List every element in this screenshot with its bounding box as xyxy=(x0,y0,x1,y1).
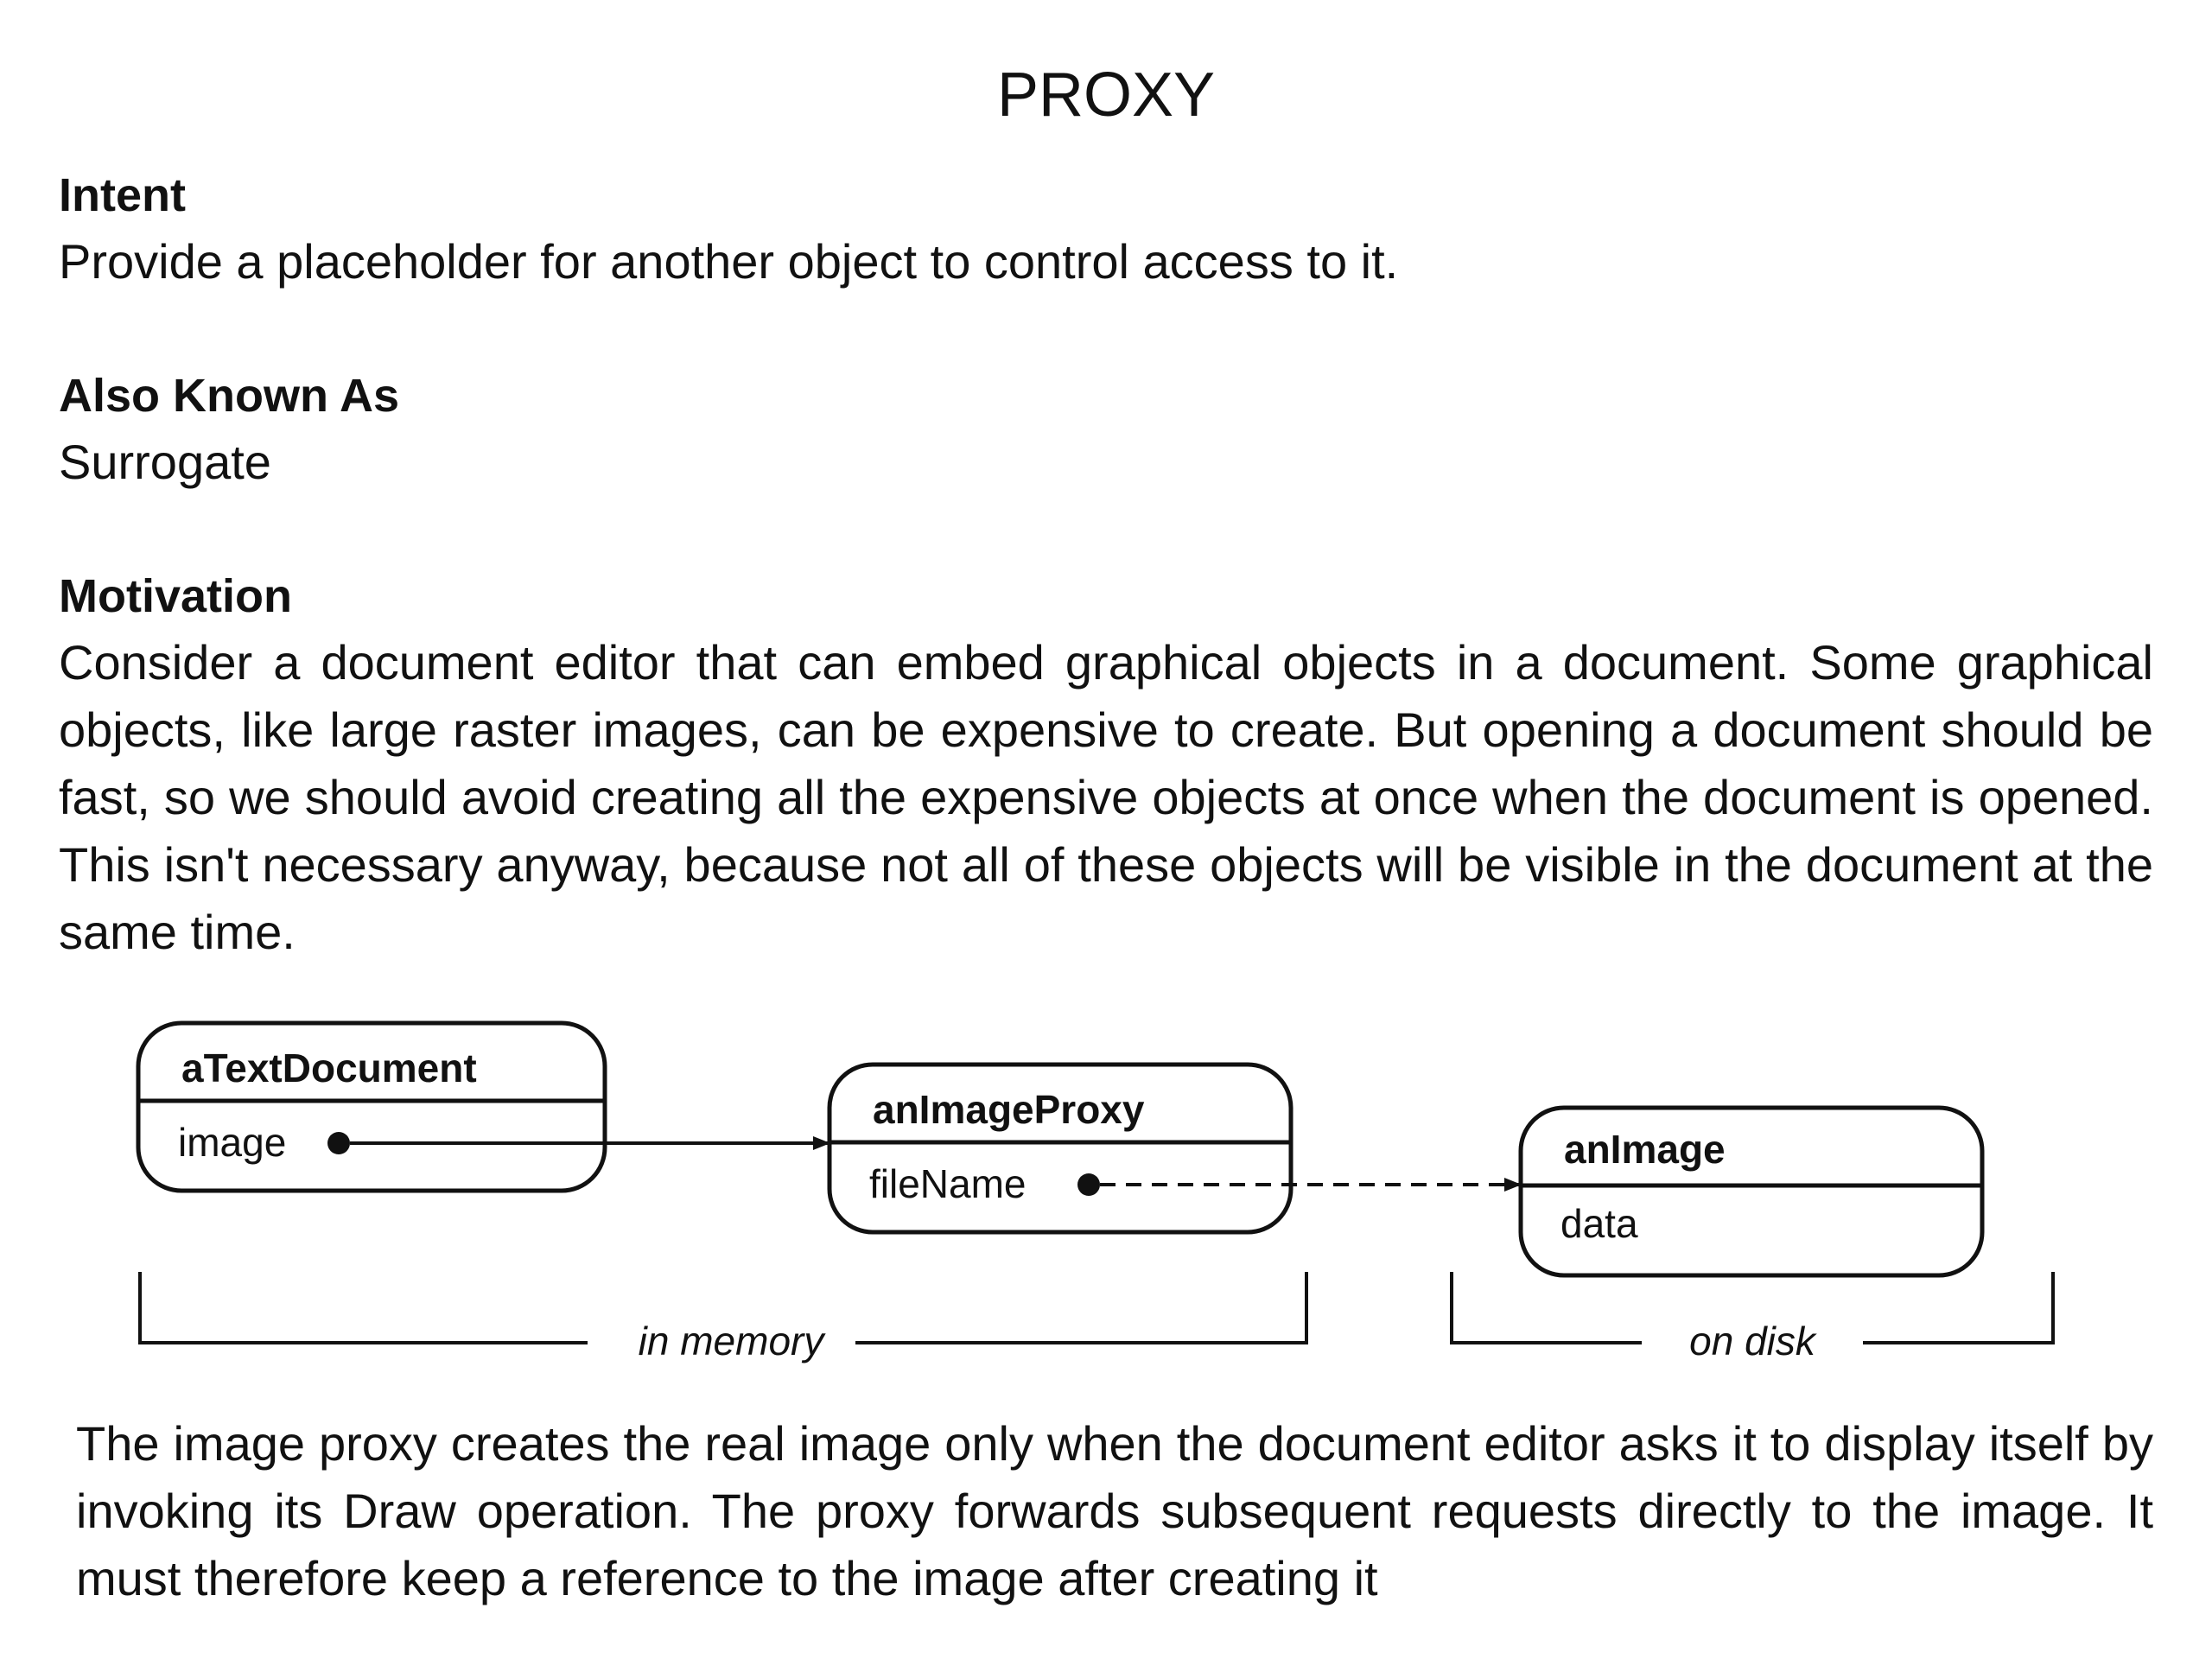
object-name: anImage xyxy=(1564,1127,1726,1172)
group-bracket-right xyxy=(855,1272,1306,1343)
group-in-memory xyxy=(140,1272,1306,1363)
motivation-text: Consider a document editor that can embed graphical objects in a document. Some graphical objects, like large raster images, can be expensive to create. But opening a document should be fast, so we should avoid creating all the expensive objects at once when the document is opened. This isn't necessary anyway, because not all of these objects will be visible in the document at the same time. xyxy=(59,635,2153,959)
reference-dot xyxy=(327,1132,350,1154)
object-an-image-proxy xyxy=(830,1065,1291,1232)
proxy-object-diagram xyxy=(0,1002,2212,1400)
object-name: anImageProxy xyxy=(873,1087,1145,1132)
also-known-as-text: Surrogate xyxy=(59,435,271,489)
object-field: fileName xyxy=(869,1161,1027,1206)
group-bracket-left xyxy=(140,1272,588,1343)
group-label: in memory xyxy=(638,1319,824,1363)
group-bracket-right xyxy=(1863,1272,2053,1343)
object-field: data xyxy=(1560,1201,1638,1246)
object-name: aTextDocument xyxy=(181,1046,477,1090)
intent-heading: Intent xyxy=(59,169,186,221)
object-a-text-document xyxy=(138,1023,605,1191)
object-field: image xyxy=(178,1120,287,1165)
page-title: PROXY xyxy=(996,60,1216,130)
object-an-image xyxy=(1521,1108,1982,1275)
reference-dot xyxy=(1077,1173,1100,1196)
group-label: on disk xyxy=(1689,1319,1815,1363)
also-known-as-heading: Also Known As xyxy=(59,370,400,422)
group-on-disk xyxy=(1452,1272,2053,1363)
motivation-heading: Motivation xyxy=(59,570,292,622)
group-bracket-left xyxy=(1452,1272,1642,1343)
intent-text: Provide a placeholder for another object to control access to it. xyxy=(59,234,1399,289)
closing-paragraph: The image proxy creates the real image only when the document editor asks it to display itself by invoking its Draw operation. The proxy forwards subsequent requests directly to the image. It must therefore keep a reference to the image after creating it xyxy=(76,1416,2153,1605)
